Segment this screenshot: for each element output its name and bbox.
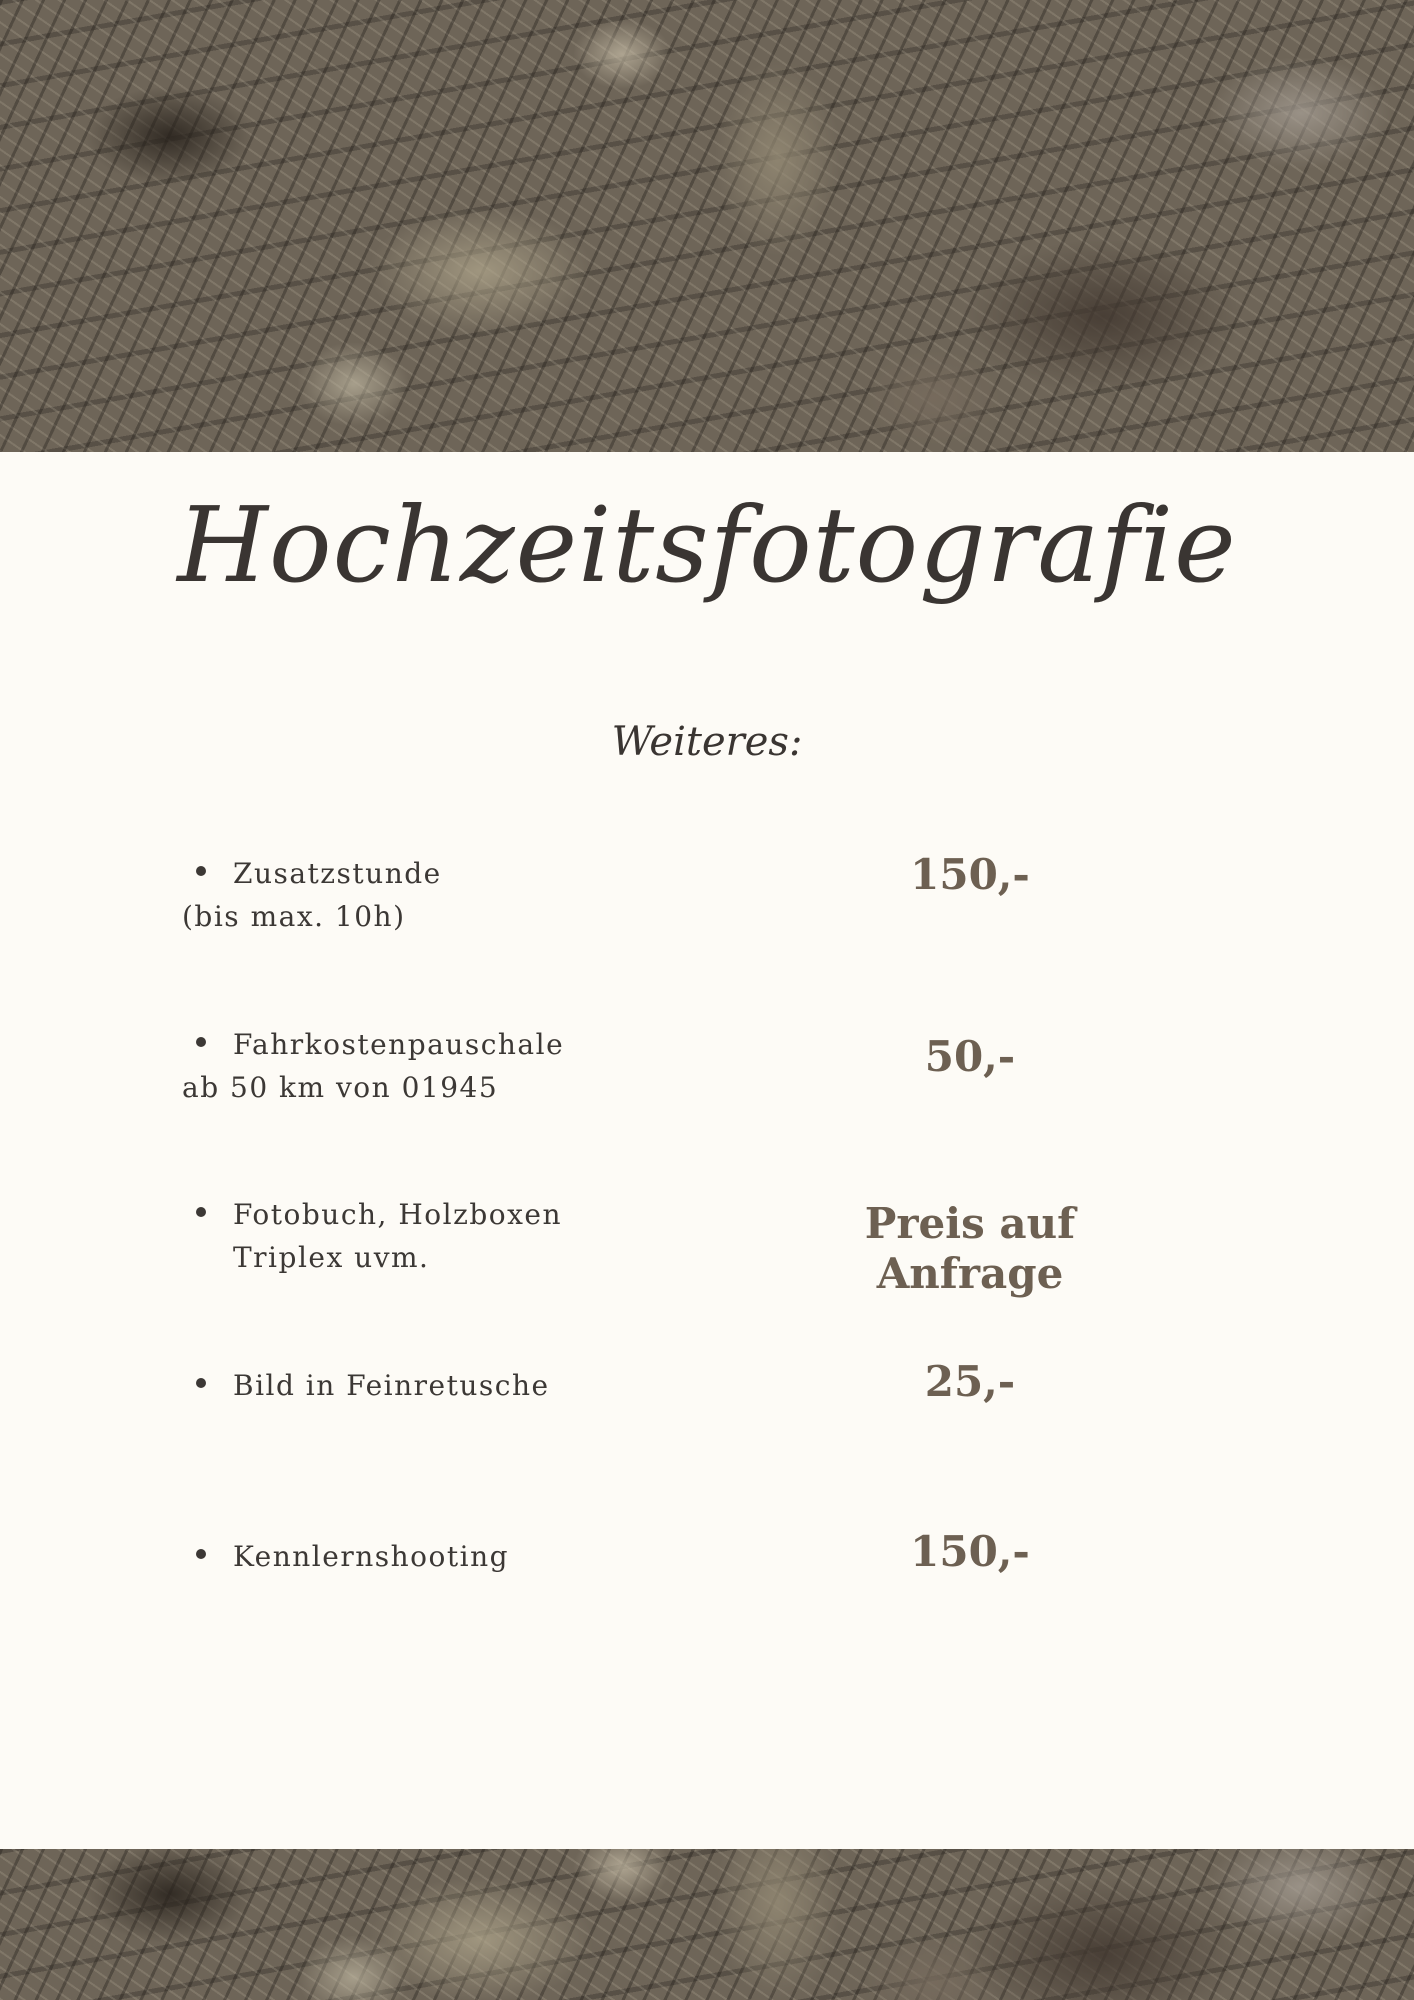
item-price: 50,- (924, 1032, 1016, 1081)
item-description (182, 1364, 702, 1407)
item-label: Kennlernshooting (233, 1540, 510, 1573)
page-title: Hochzeitsfotografie (177, 484, 1237, 606)
price-sheet (0, 452, 1414, 1849)
item-price: 150,- (910, 1527, 1030, 1576)
item-label: Zusatzstunde (233, 857, 442, 890)
price-line: Preis auf (864, 1199, 1076, 1248)
bark-texture-header-image (0, 0, 1414, 452)
item-price-on-request (820, 1199, 1120, 1299)
item-sublabel: ab 50 km von 01945 (182, 1071, 499, 1104)
item-label: Bild in Feinretusche (233, 1369, 550, 1402)
section-subtitle: Weiteres: (611, 719, 803, 765)
item-price: 150,- (910, 850, 1030, 899)
item-description (182, 1535, 702, 1578)
item-label: Fotobuch, Holzboxen (233, 1198, 562, 1231)
item-price: 25,- (924, 1357, 1016, 1406)
item-description (182, 1193, 702, 1279)
price-line: Anfrage (876, 1249, 1064, 1298)
item-description (182, 1023, 702, 1109)
item-sublabel: (bis max. 10h) (182, 900, 406, 933)
item-description (182, 852, 702, 938)
item-label: Fahrkostenpauschale (233, 1028, 565, 1061)
item-sublabel: Triplex uvm. (233, 1241, 430, 1274)
bark-texture-footer-image (0, 1849, 1414, 2000)
